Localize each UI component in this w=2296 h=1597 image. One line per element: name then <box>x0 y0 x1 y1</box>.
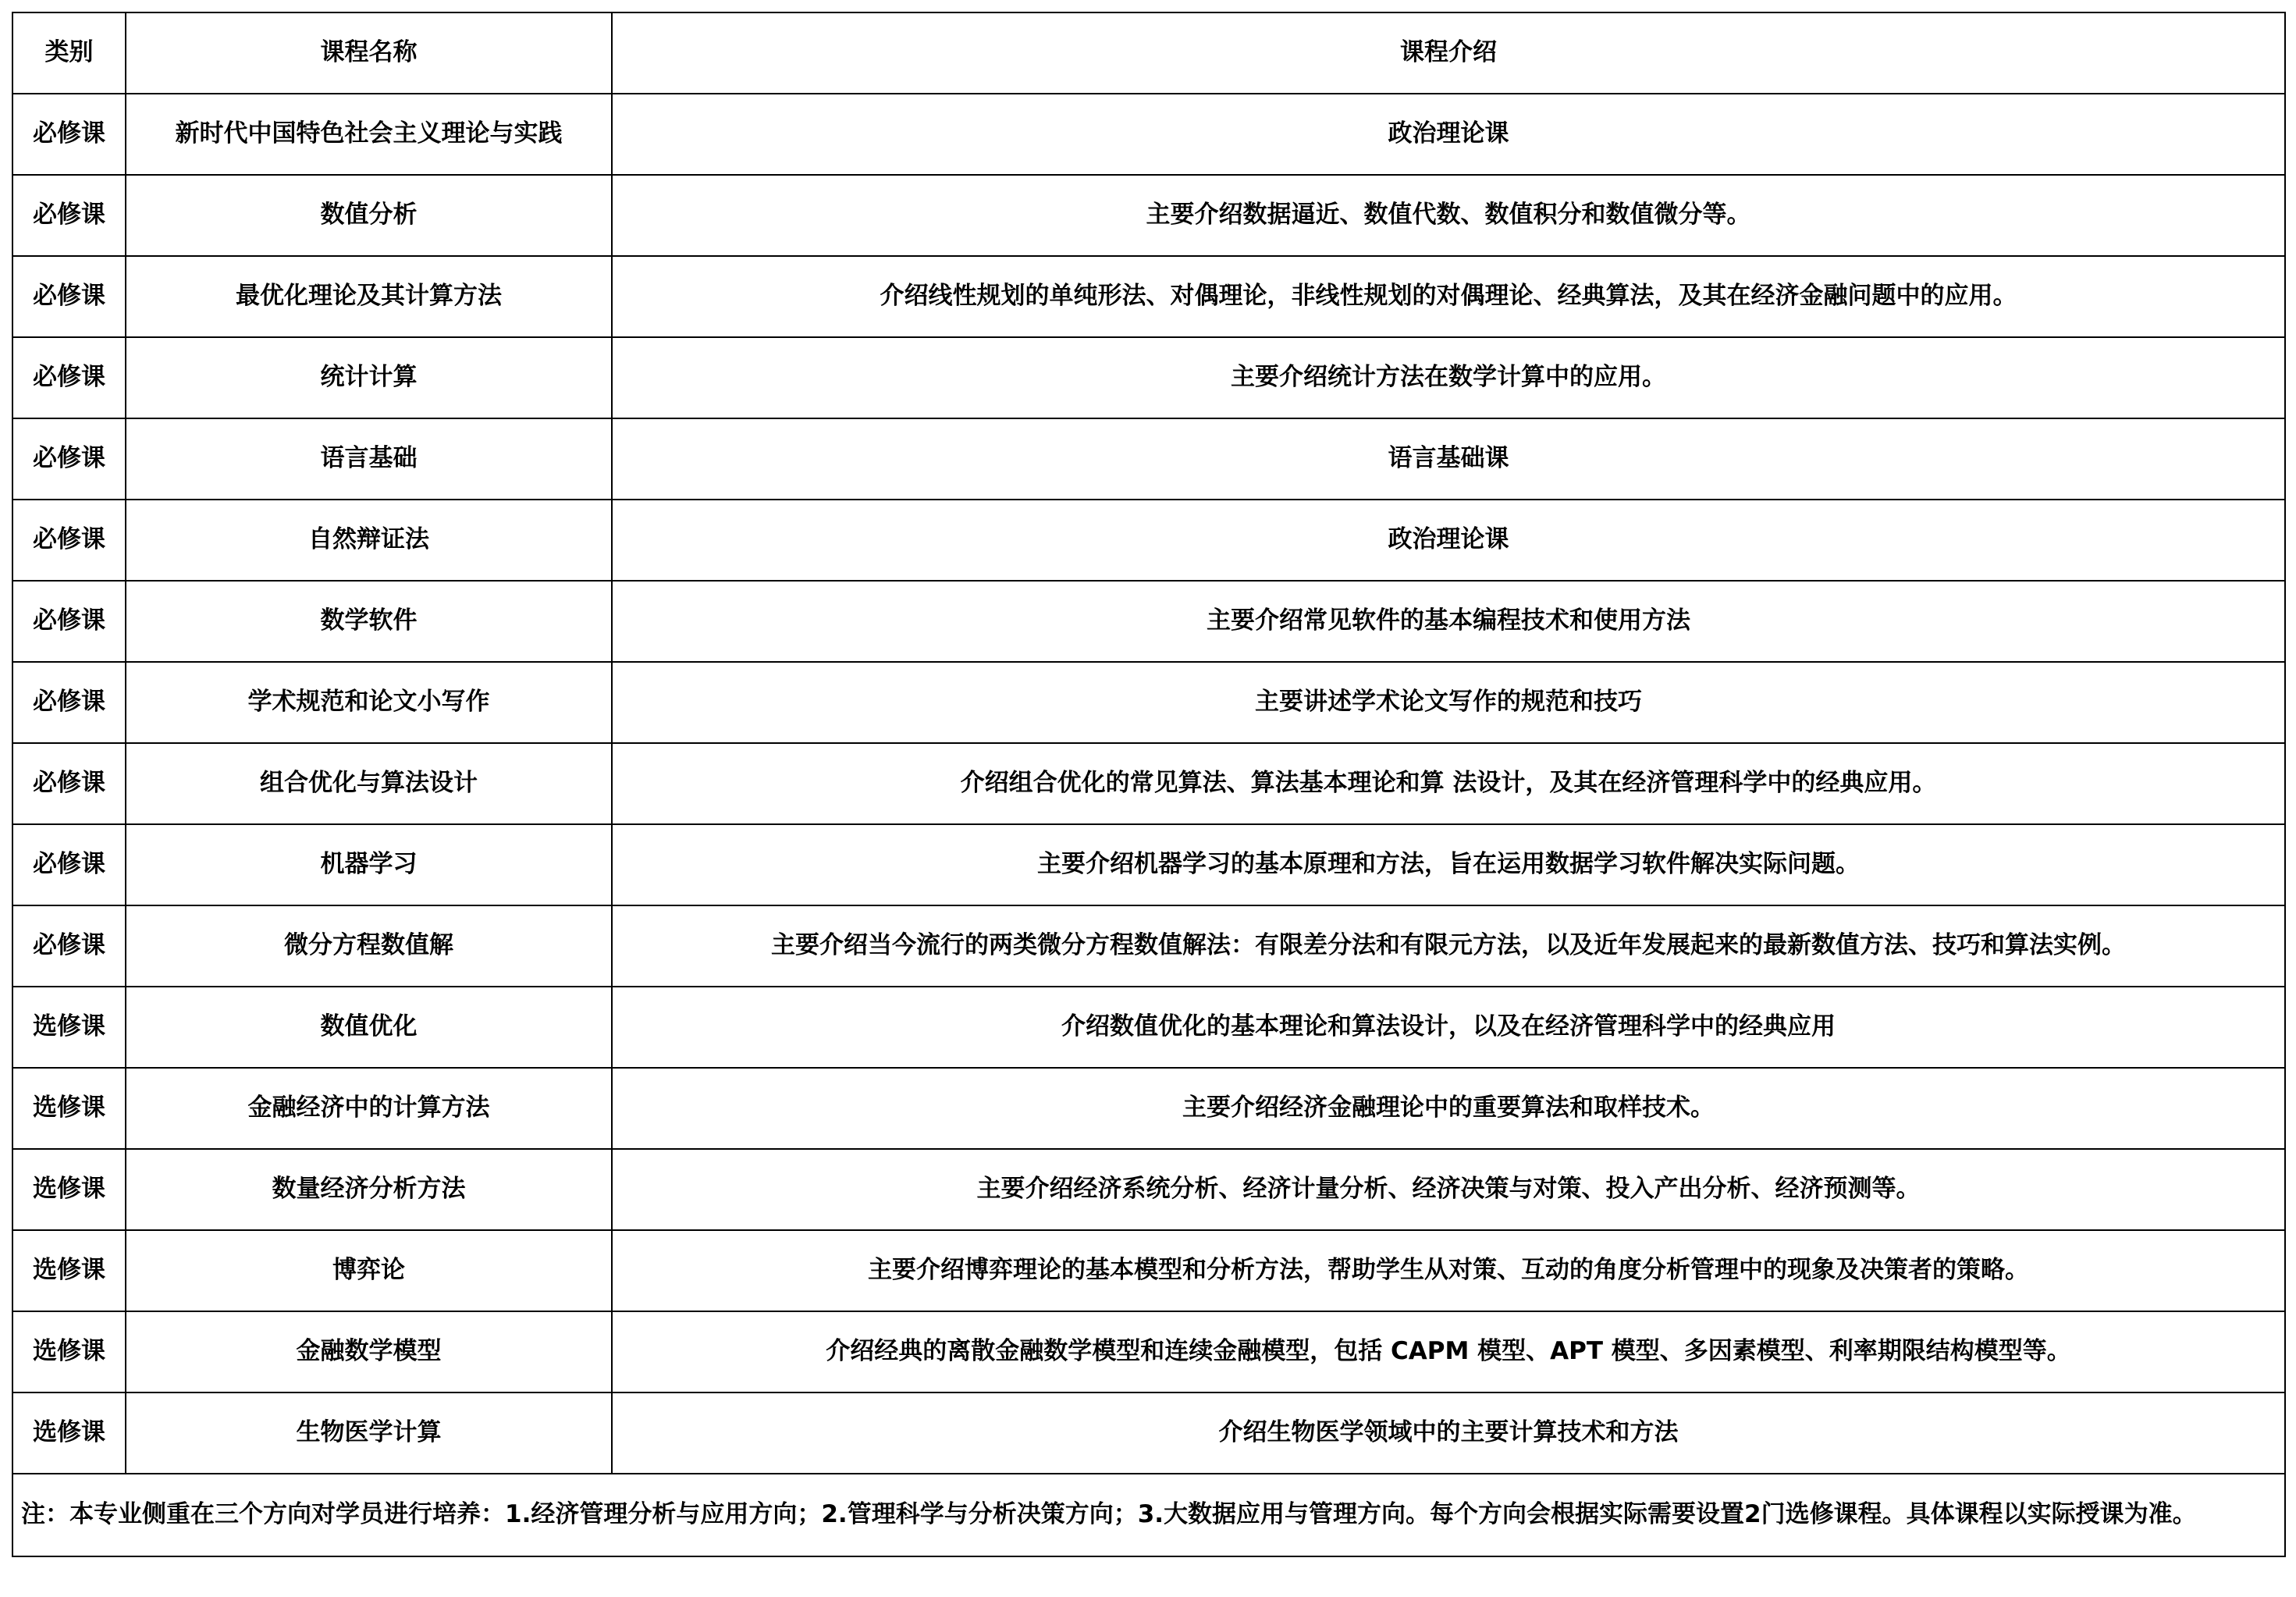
course-name-cell: 新时代中国特色社会主义理论与实践 <box>126 94 612 175</box>
table-row <box>12 1149 2285 1230</box>
table-row <box>12 418 2285 500</box>
course-name-cell: 语言基础 <box>126 418 612 500</box>
course-name-cell: 组合优化与算法设计 <box>126 743 612 824</box>
category-cell: 必修课 <box>12 418 126 500</box>
category-cell: 必修课 <box>12 743 126 824</box>
course-name-cell: 金融经济中的计算方法 <box>126 1068 612 1149</box>
note-row <box>12 1474 2285 1556</box>
course-description-cell: 主要介绍常见软件的基本编程技术和使用方法 <box>612 581 2285 662</box>
course-name-cell: 微分方程数值解 <box>126 905 612 987</box>
course-name-cell: 数学软件 <box>126 581 612 662</box>
category-cell: 必修课 <box>12 581 126 662</box>
table-body <box>12 12 2285 1556</box>
course-name-cell: 数值分析 <box>126 175 612 256</box>
category-cell: 必修课 <box>12 824 126 905</box>
course-name-cell: 学术规范和论文小写作 <box>126 662 612 743</box>
table-row <box>12 1230 2285 1311</box>
table-row <box>12 175 2285 256</box>
course-name-cell: 机器学习 <box>126 824 612 905</box>
footnote: 注：本专业侧重在三个方向对学员进行培养：1.经济管理分析与应用方向；2.管理科学与分析决策方向；3.大数据应用与管理方向。每个方向会根据实际需要设置2门选修课程。具体课程以实际授课为准。 <box>12 1474 2285 1556</box>
table-row <box>12 94 2285 175</box>
table-row <box>12 1068 2285 1149</box>
course-name-cell: 自然辩证法 <box>126 500 612 581</box>
category-cell: 选修课 <box>12 1392 126 1474</box>
course-description-cell: 主要介绍博弈理论的基本模型和分析方法，帮助学生从对策、互动的角度分析管理中的现象及决策者的策略。 <box>612 1230 2285 1311</box>
category-cell: 必修课 <box>12 905 126 987</box>
category-cell: 必修课 <box>12 256 126 337</box>
course-description-cell: 政治理论课 <box>612 500 2285 581</box>
table-row <box>12 824 2285 905</box>
category-cell: 选修课 <box>12 1068 126 1149</box>
header-category: 类别 <box>12 12 126 94</box>
table-row <box>12 987 2285 1068</box>
category-cell: 必修课 <box>12 94 126 175</box>
category-cell: 必修课 <box>12 175 126 256</box>
table-row <box>12 337 2285 418</box>
header-course-description: 课程介绍 <box>612 12 2285 94</box>
course-description-cell: 主要介绍统计方法在数学计算中的应用。 <box>612 337 2285 418</box>
table-row <box>12 500 2285 581</box>
category-cell: 必修课 <box>12 337 126 418</box>
course-description-cell: 介绍经典的离散金融数学模型和连续金融模型，包括 CAPM 模型、APT 模型、多因素模型、利率期限结构模型等。 <box>612 1311 2285 1392</box>
category-cell: 必修课 <box>12 662 126 743</box>
course-description-cell: 介绍线性规划的单纯形法、对偶理论，非线性规划的对偶理论、经典算法，及其在经济金融问题中的应用。 <box>612 256 2285 337</box>
course-name-cell: 金融数学模型 <box>126 1311 612 1392</box>
table-row <box>12 581 2285 662</box>
table-row <box>12 743 2285 824</box>
table-row <box>12 1392 2285 1474</box>
course-name-cell: 数值优化 <box>126 987 612 1068</box>
course-name-cell: 最优化理论及其计算方法 <box>126 256 612 337</box>
table-row <box>12 256 2285 337</box>
course-name-cell: 生物医学计算 <box>126 1392 612 1474</box>
course-description-cell: 主要介绍经济金融理论中的重要算法和取样技术。 <box>612 1068 2285 1149</box>
header-course-name: 课程名称 <box>126 12 612 94</box>
course-description-cell: 政治理论课 <box>612 94 2285 175</box>
category-cell: 必修课 <box>12 500 126 581</box>
category-cell: 选修课 <box>12 1149 126 1230</box>
table-row <box>12 662 2285 743</box>
course-description-cell: 主要讲述学术论文写作的规范和技巧 <box>612 662 2285 743</box>
table-row <box>12 1311 2285 1392</box>
category-cell: 选修课 <box>12 1230 126 1311</box>
course-description-cell: 介绍生物医学领域中的主要计算技术和方法 <box>612 1392 2285 1474</box>
table-row <box>12 905 2285 987</box>
course-table <box>12 12 2286 1557</box>
course-name-cell: 统计计算 <box>126 337 612 418</box>
course-description-cell: 主要介绍经济系统分析、经济计量分析、经济决策与对策、投入产出分析、经济预测等。 <box>612 1149 2285 1230</box>
course-description-cell: 语言基础课 <box>612 418 2285 500</box>
category-cell: 选修课 <box>12 1311 126 1392</box>
course-description-cell: 主要介绍数据逼近、数值代数、数值积分和数值微分等。 <box>612 175 2285 256</box>
category-cell: 选修课 <box>12 987 126 1068</box>
course-name-cell: 数量经济分析方法 <box>126 1149 612 1230</box>
header-row <box>12 12 2285 94</box>
course-description-cell: 介绍数值优化的基本理论和算法设计，以及在经济管理科学中的经典应用 <box>612 987 2285 1068</box>
course-name-cell: 博弈论 <box>126 1230 612 1311</box>
course-description-cell: 主要介绍当今流行的两类微分方程数值解法：有限差分法和有限元方法，以及近年发展起来的最新数值方法、技巧和算法实例。 <box>612 905 2285 987</box>
course-description-cell: 主要介绍机器学习的基本原理和方法，旨在运用数据学习软件解决实际问题。 <box>612 824 2285 905</box>
course-description-cell: 介绍组合优化的常见算法、算法基本理论和算 法设计，及其在经济管理科学中的经典应用。 <box>612 743 2285 824</box>
